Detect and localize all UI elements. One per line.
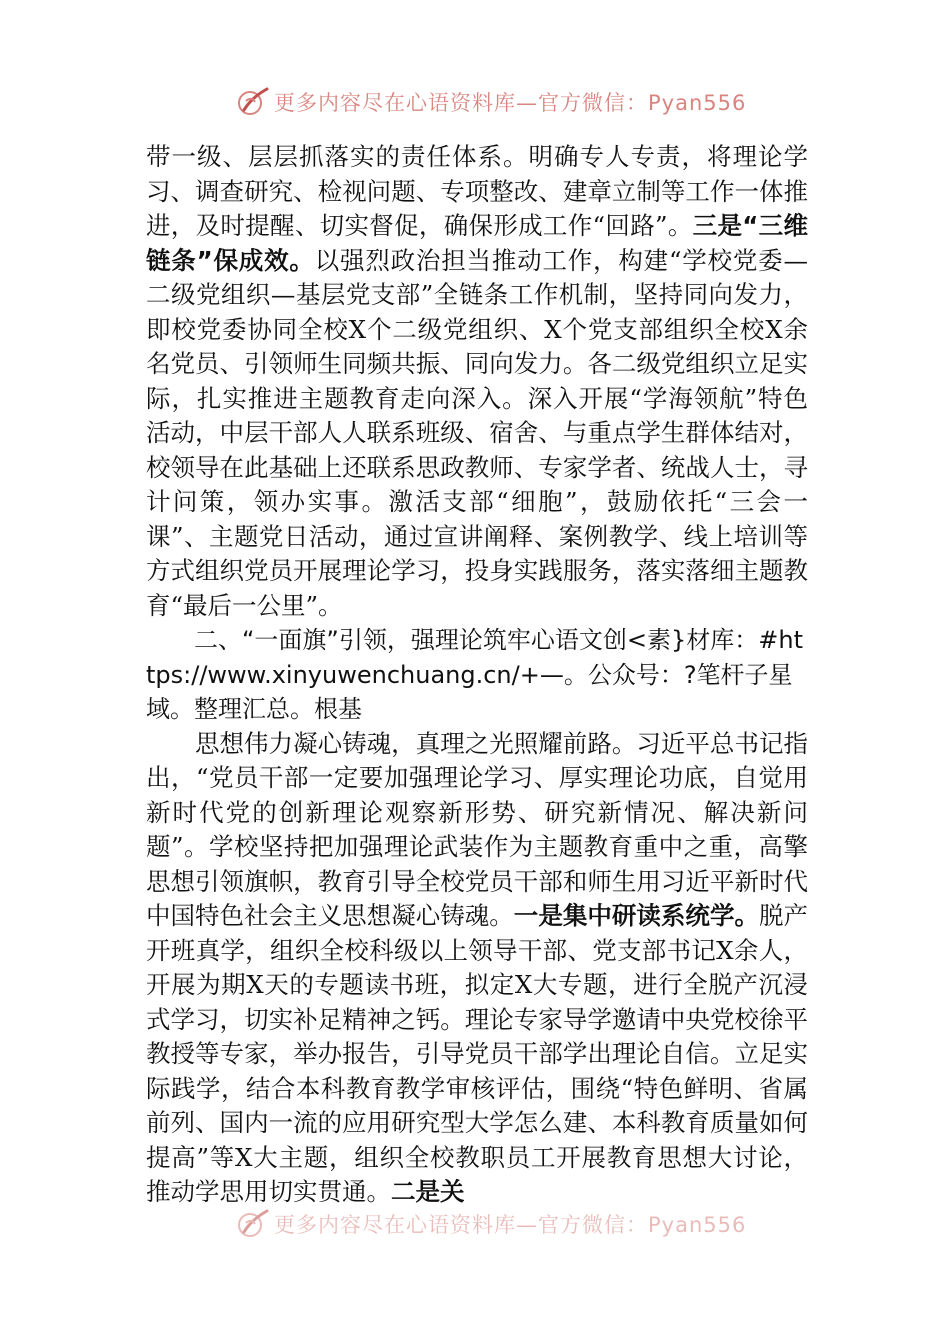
paragraph-2 bbox=[146, 727, 808, 1210]
document-body bbox=[146, 140, 808, 1210]
watermark-bottom bbox=[236, 1208, 746, 1240]
watermark-text: 更多内容尽在心语资料库—官方微信：Pyan556 bbox=[274, 91, 747, 115]
brush-logo-icon bbox=[236, 1208, 270, 1240]
watermark-top bbox=[236, 86, 746, 118]
paragraph-1-text-b: 以强烈政治担当推动工作，构建“学校党委—二级党组织—基层党支部”全链条工作机制，坚持同向发力，即校党委协同全校X个二级党组织、X个党支部组织全校X余名党员、引领师生同频共振、同向发力。各二级党组织立足实际，扎实推进主题教育走向深入。深入开展“学海领航”特色活动，中层干部人人联系班级、宿舍、与重点学生群体结对，校领导在此基础上还联系思政教师、专家学者、统战人士，寻计问策，领办实事。激活支部“细胞”，鼓励依托“三会一课”、主题党日活动，通过宣讲阐释、案例教学、线上培训等方式组织党员开展理论学习，投身实践服务，落实落细主题教育“最后一公里”。 bbox=[146, 245, 808, 620]
paragraph-1-bold-a: 三是“三维链条”保成效。 bbox=[146, 211, 808, 275]
paragraph-2-text-a: 思想伟力凝心铸魂，真理之光照耀前路。习近平总书记指出，“党员干部一定要加强理论学习、厚实理论功底，自觉用新时代党的创新理论观察新形势、研究新情况、解决新问题”。学校坚持把加强理论武装作为主题教育重中之重，高擎思想引领旗帜，教育引导全校党员干部和师生用习近平新时代中国特色社会主义思想凝心铸魂。 bbox=[146, 728, 808, 930]
paragraph-2-bold-b: 二是关 bbox=[391, 1177, 465, 1206]
brush-logo-icon bbox=[236, 86, 270, 118]
paragraph-1-text-a: 带一级、层层抓落实的责任体系。明确专人专责，将理论学习、调查研究、检视问题、专项整改、建章立制等工作一体推进，及时提醒、切实督促，确保形成工作“回路”。 bbox=[146, 142, 808, 240]
section-heading-2: 二、“一面旗”引领，强理论筑牢心语文创<素}材库：#https://www.xinyuwenchuang.cn/+—。公众号：?笔杆子星域。整理汇总。根基 bbox=[146, 626, 803, 723]
paragraph-1 bbox=[146, 140, 808, 623]
watermark-text: 更多内容尽在心语资料库—官方微信：Pyan556 bbox=[274, 1213, 747, 1237]
paragraph-2-bold-a: 一是集中研读系统学。 bbox=[513, 901, 759, 930]
paragraph-2-text-b: 脱产开班真学，组织全校科级以上领导干部、党支部书记X余人，开展为期X天的专题读书班，拟定X大专题，进行全脱产沉浸式学习，切实补足精神之钙。理论专家导学邀请中央党校徐平教授等专家，举办报告，引导党员干部学出理论自信。立足实际践学，结合本科教育教学审核评估，围绕“特色鲜明、省属前列、国内一流的应用研究型大学怎么建、本科教育质量如何提高”等X大主题，组织全校教职员工开展教育思想大讨论，推动学思用切实贯通。 bbox=[146, 901, 809, 1206]
